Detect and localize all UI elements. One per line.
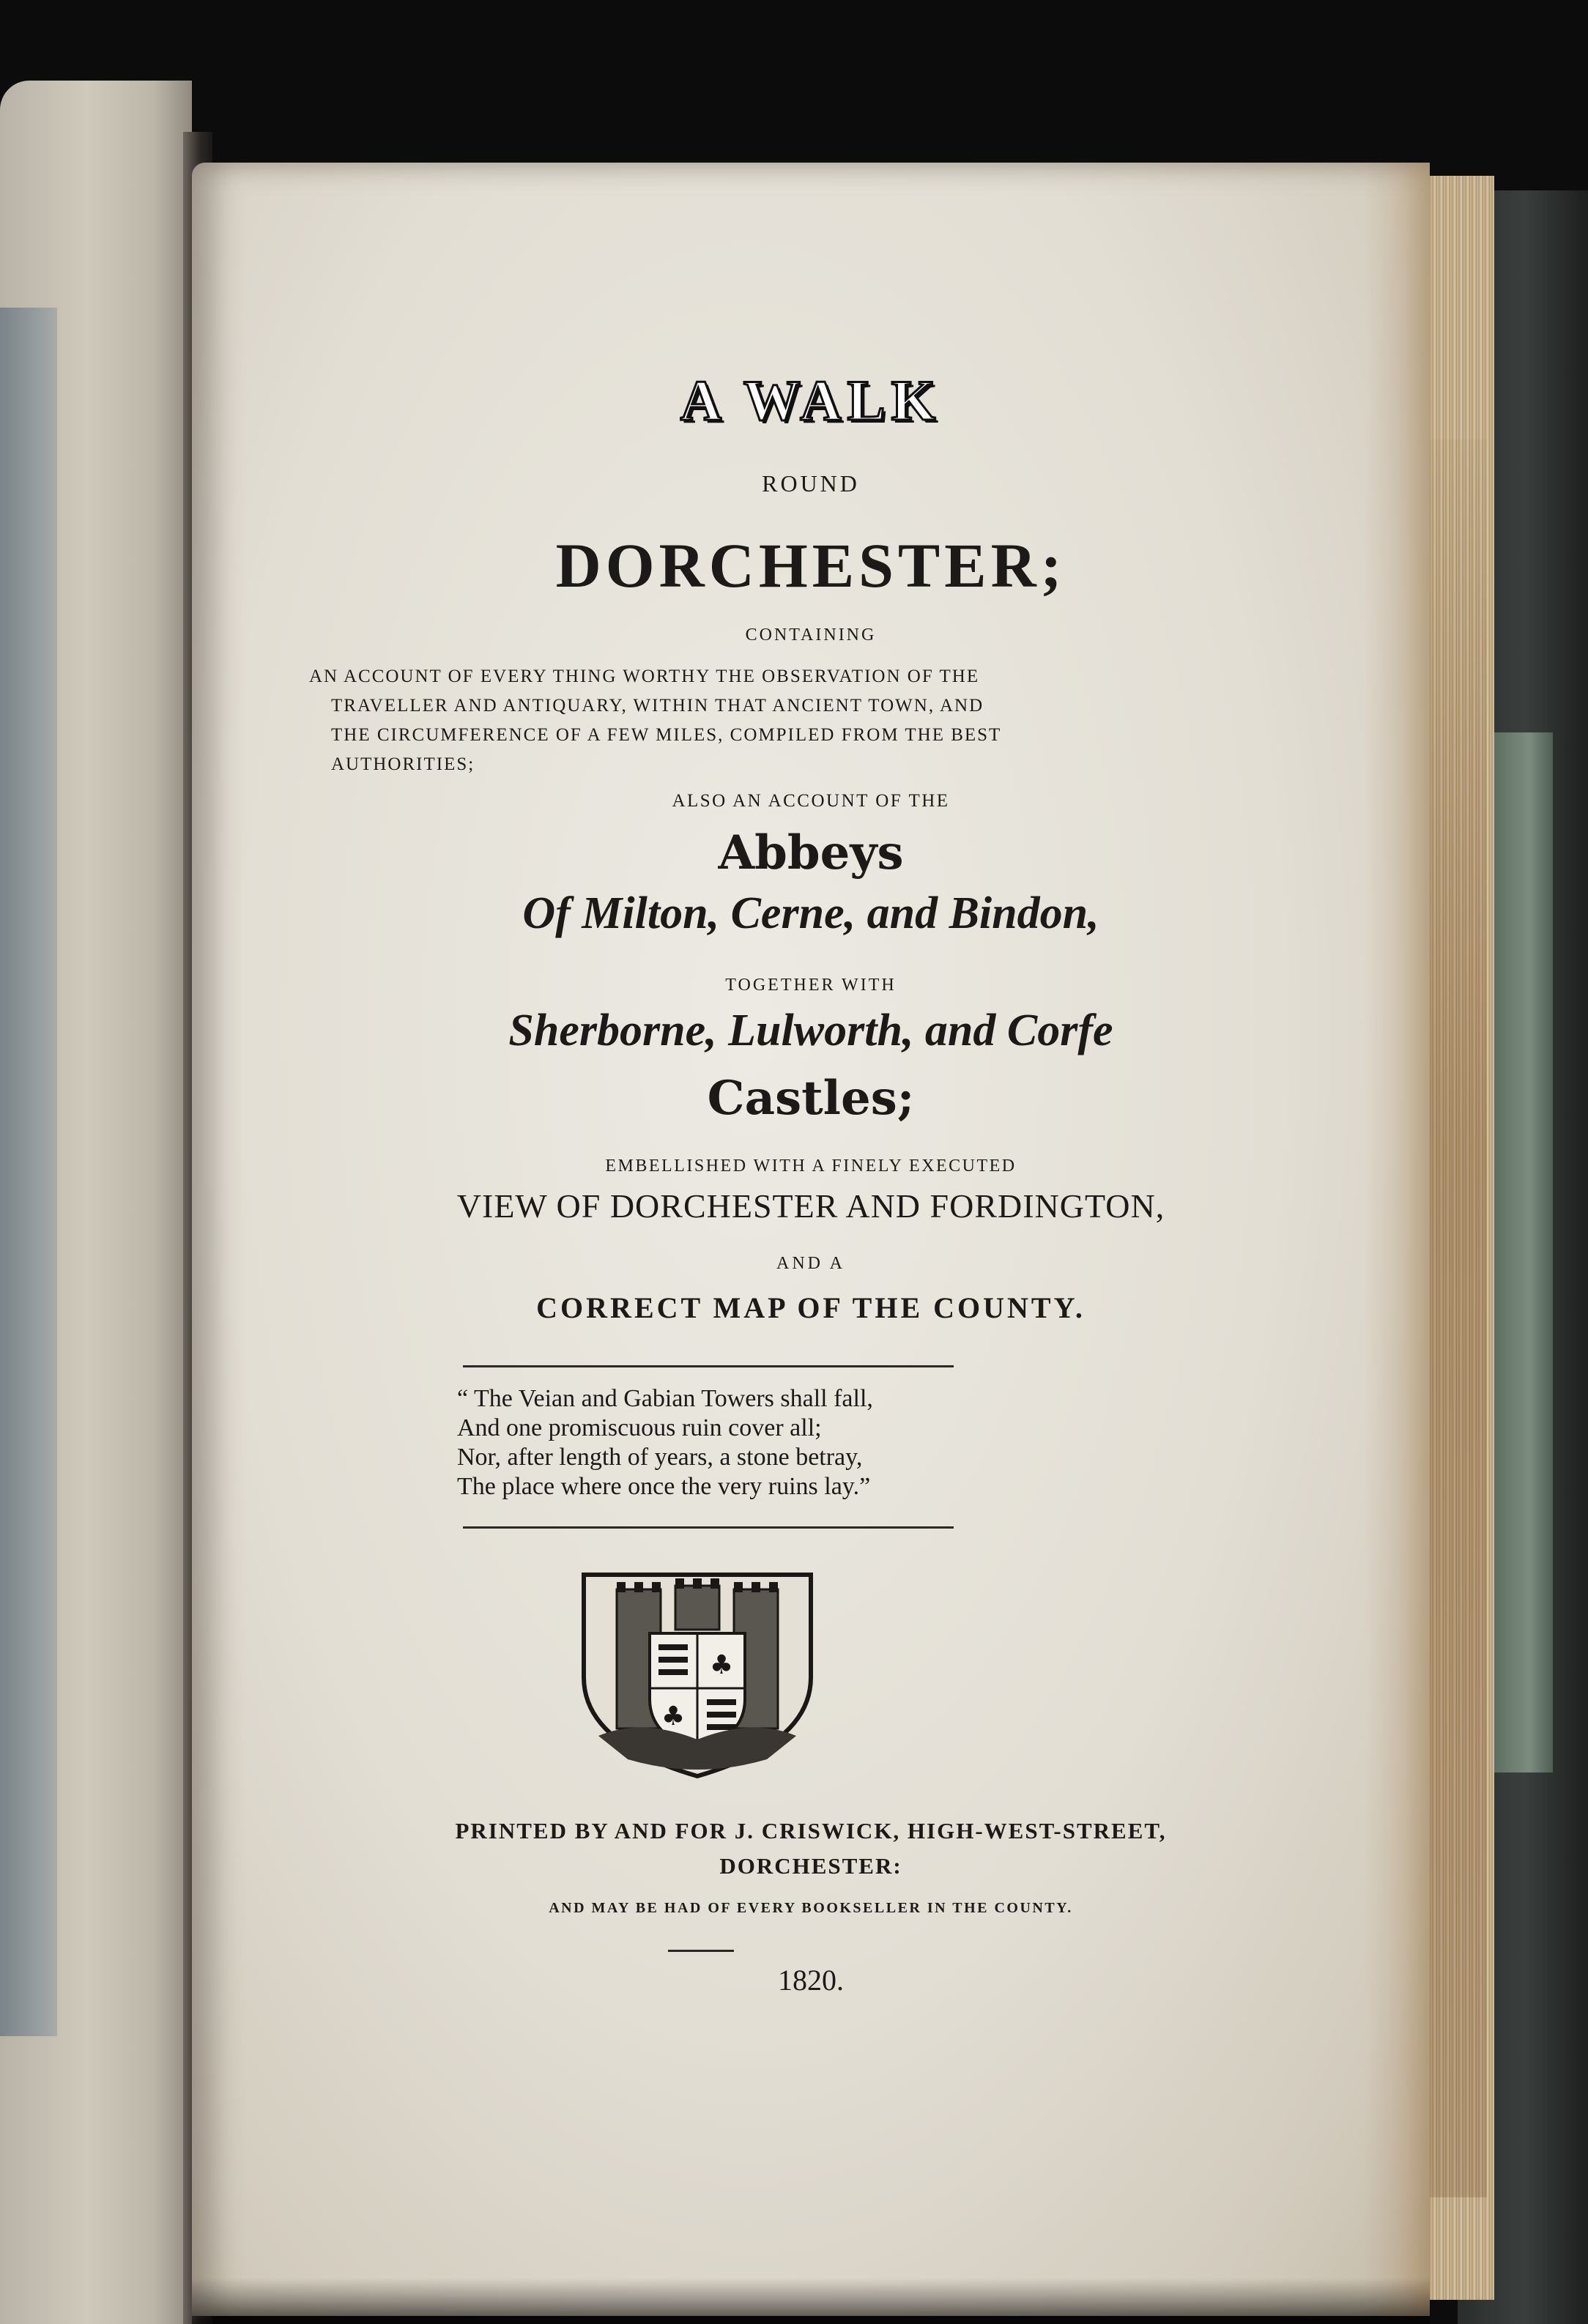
book-cover-label [1494,732,1553,1772]
account-line: AN ACCOUNT OF EVERY THING WORTHY THE OBSERVATION OF THE [309,667,980,686]
title-a-walk: A WALK [680,368,942,432]
title-dorchester: DORCHESTER; [555,530,1066,601]
castle-shield-icon [576,1567,818,1780]
quote-line: “ The Veian and Gabian Towers shall fall, [457,1385,873,1412]
title-page [192,163,1430,2316]
abbeys-heading: Abbeys [718,825,904,880]
map-line: CORRECT MAP OF THE COUNTY. [536,1291,1086,1324]
account-line: AUTHORITIES; [331,754,475,774]
imprint-town: DORCHESTER: [719,1853,902,1879]
together-line: TOGETHER WITH [725,976,897,995]
view-line: VIEW OF DORCHESTER AND FORDINGTON, [456,1187,1165,1225]
quote-line: Nor, after length of years, a stone betray, [457,1444,863,1471]
account-paragraph [309,662,1313,779]
embellished-line: EMBELLISHED WITH A FINELY EXECUTED [605,1157,1017,1176]
publication-year: 1820. [778,1964,844,1997]
also-line: ALSO AN ACCOUNT OF THE [672,791,950,811]
and-a-line: AND A [776,1254,845,1273]
svg-text:♣: ♣ [709,1650,734,1680]
imprint-availability: AND MAY BE HAD OF EVERY BOOKSELLER IN THE COUNTY. [549,1900,1073,1916]
castles-list: Sherborne, Lulworth, and Corfe [508,1006,1113,1055]
page-foxing [1364,163,1430,2316]
imprint-line: PRINTED BY AND FOR J. CRISWICK, HIGH-WEST-STREET, [455,1818,1167,1844]
quote-line: And one promiscuous ruin cover all; [457,1414,822,1441]
castles-heading: Castles; [707,1071,915,1126]
title-round: ROUND [762,470,860,497]
epigraph-quote [457,1384,984,1501]
divider-rule [463,1365,954,1367]
abbeys-list: Of Milton, Cerne, and Bindon, [522,888,1099,938]
subtitle-containing: CONTAINING [745,625,877,645]
year-rule [668,1950,734,1952]
divider-rule [463,1526,954,1529]
account-line: TRAVELLER AND ANTIQUARY, WITHIN THAT ANCIENT TOWN, AND [331,696,984,716]
account-line: THE CIRCUMFERENCE OF A FEW MILES, COMPILED FROM THE BEST [331,725,1002,745]
bottom-shadow [192,2278,1430,2324]
quote-line: The place where once the very ruins lay.” [457,1473,871,1500]
svg-text:♣: ♣ [661,1701,686,1731]
facing-page-plate [0,308,57,2036]
